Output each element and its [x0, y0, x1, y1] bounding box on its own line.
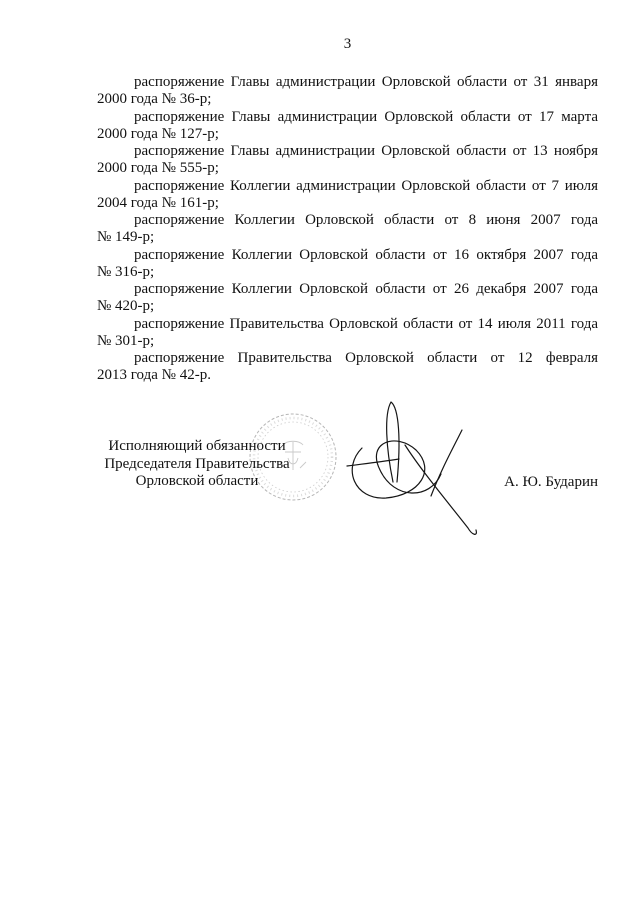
- signatory-name: А. Ю. Бударин: [504, 474, 598, 490]
- decree-item-second-line: № 316-р;: [97, 263, 155, 280]
- decree-list: [97, 74, 598, 385]
- signatory-title-line: Исполняющий обязанности: [108, 438, 286, 454]
- decree-item: [97, 281, 598, 316]
- decree-item: [97, 178, 598, 213]
- decree-item: [97, 247, 598, 282]
- signatory-title: [97, 438, 297, 491]
- decree-item-first-line: распоряжение Главы администрации Орловской области от 31 января: [134, 74, 598, 90]
- signatory-title-line: Председателя Правительства: [104, 455, 290, 472]
- signatory-title-line: Орловской области: [135, 473, 259, 489]
- decree-item-first-line: распоряжение Коллегии Орловской области от 26 декабря 2007 года: [134, 281, 598, 297]
- decree-item-second-line: 2000 года № 127-р;: [97, 125, 219, 142]
- decree-item: [97, 350, 598, 385]
- decree-item: [97, 109, 598, 144]
- decree-item: [97, 143, 598, 178]
- decree-item-second-line: № 420-р;: [97, 298, 155, 315]
- decree-item: [97, 212, 598, 247]
- decree-item-first-line: распоряжение Коллегии администрации Орловской области от 7 июля: [134, 177, 598, 194]
- decree-item-second-line: 2000 года № 555-р;: [97, 160, 219, 177]
- decree-item-first-line: распоряжение Правительства Орловской области от 14 июля 2011 года: [134, 315, 598, 332]
- decree-item-second-line: 2013 года № 42-р.: [97, 367, 211, 384]
- decree-item-first-line: распоряжение Главы администрации Орловской области от 17 марта: [134, 108, 598, 125]
- decree-item-first-line: распоряжение Коллегии Орловской области от 8 июня 2007 года: [134, 212, 598, 228]
- decree-item: [97, 316, 598, 351]
- decree-item-first-line: распоряжение Главы администрации Орловской области от 13 ноября: [134, 143, 598, 159]
- decree-item-first-line: распоряжение Коллегии Орловской области от 16 октября 2007 года: [134, 246, 598, 263]
- decree-item: [97, 74, 598, 109]
- decree-item-second-line: 2000 года № 36-р;: [97, 91, 212, 108]
- decree-item-second-line: 2004 года № 161-р;: [97, 194, 219, 211]
- signature-stroke: [431, 430, 462, 496]
- signature-stroke: [405, 445, 476, 534]
- page-number: 3: [343, 36, 352, 52]
- decree-item-first-line: распоряжение Правительства Орловской области от 12 февраля: [134, 350, 598, 366]
- signature-stroke: [347, 459, 399, 466]
- decree-item-second-line: № 149-р;: [97, 229, 155, 246]
- signature-stroke: [387, 402, 399, 482]
- decree-item-second-line: № 301-р;: [97, 332, 155, 349]
- signature-stroke: [352, 441, 441, 498]
